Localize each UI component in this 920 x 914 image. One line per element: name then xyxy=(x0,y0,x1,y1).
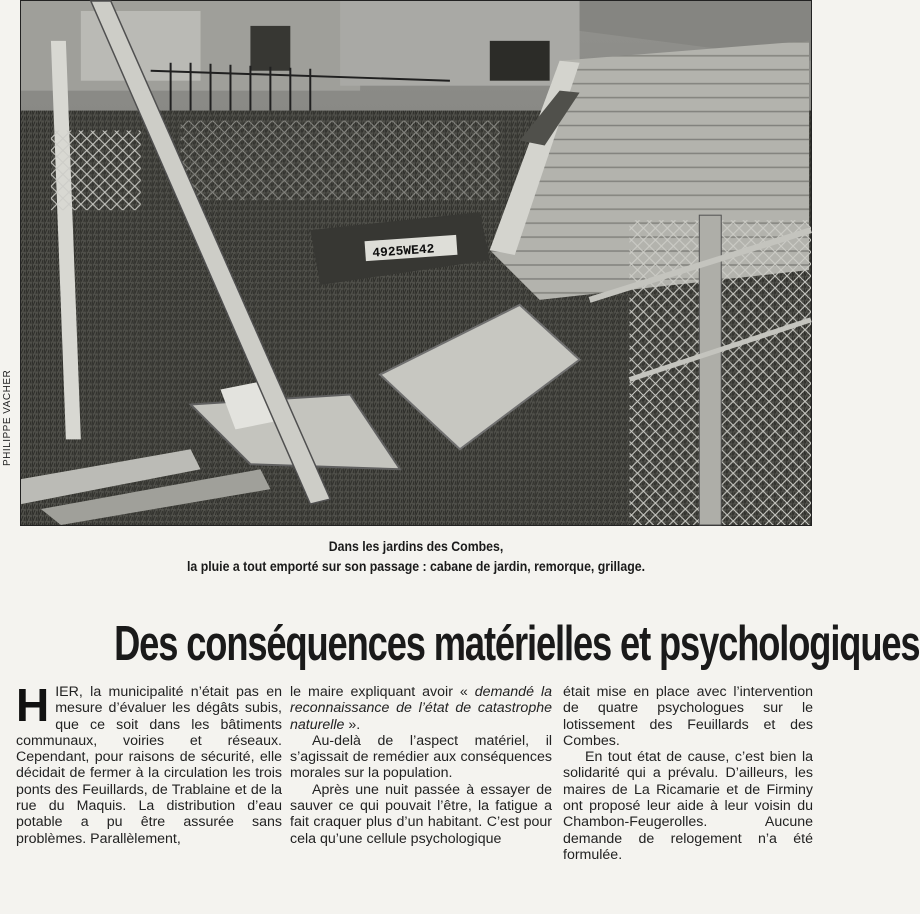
lead-word: IER xyxy=(55,684,79,700)
article-column-1 xyxy=(16,679,282,847)
drop-cap: H xyxy=(16,679,50,731)
column-2-paragraph-2: Au-delà de l’aspect matériel, il s’agissait de remédier aux conséquences morales sur la population. xyxy=(290,732,552,782)
column-1-text: , la municipalité n’était pas en mesure d’évaluer les dégâts subis, que ce soit dans les bâtiments communaux, voiries et réseaux. Cependant, pour raisons de sécurité, elle décidait de fermer à la circulation les trois ponts des Feuillards, de Trablaine et de la rue du Maquis. La distribution d’eau potable a pu être assurée sans problèmes. Parallèlement, xyxy=(16,684,282,847)
caption-line-2: la pluie a tout emporté sur son passage : cabane de jardin, remorque, grillage. xyxy=(186,558,646,574)
article-column-2 xyxy=(290,684,552,847)
article-headline: Des conséquences matérielles et psychologiques xyxy=(114,617,920,671)
quote-intro: le maire expliquant avoir « xyxy=(290,684,475,700)
quote-close: ». xyxy=(344,716,361,733)
column-2-paragraph-3: Après une nuit passée à essayer de sauver ce qui pouvait l’être, la fatigue a fait craquer plus d’un habitant. C’est pour cela qu’une cellule psychologique xyxy=(290,781,552,847)
garden-damage-photo xyxy=(21,1,811,525)
license-plate: 4925WE42 xyxy=(371,241,435,261)
column-3-paragraph-2: En tout état de cause, c’est bien la solidarité qui a prévalu. D’ailleurs, les maires de La Ricamarie et de Firminy ont proposé leur aide à leur voisin du Chambon-Feugerolles. Aucune demande de relogement n’a été formulée. xyxy=(563,749,813,863)
photo-caption xyxy=(68,536,765,576)
caption-line-1: Dans les jardins des Combes, xyxy=(328,538,504,554)
photo-credit: PHILIPPE VACHER xyxy=(2,369,13,466)
mayor-quote: demandé la reconnaissance de l’état de catastrophe naturelle xyxy=(290,684,552,733)
article-column-3 xyxy=(563,684,813,863)
flood-photo xyxy=(20,0,812,526)
column-3-paragraph-1: était mise en place avec l’intervention de quatre psychologues sur le lotissement des Feuillards et des Combes. xyxy=(563,684,813,749)
